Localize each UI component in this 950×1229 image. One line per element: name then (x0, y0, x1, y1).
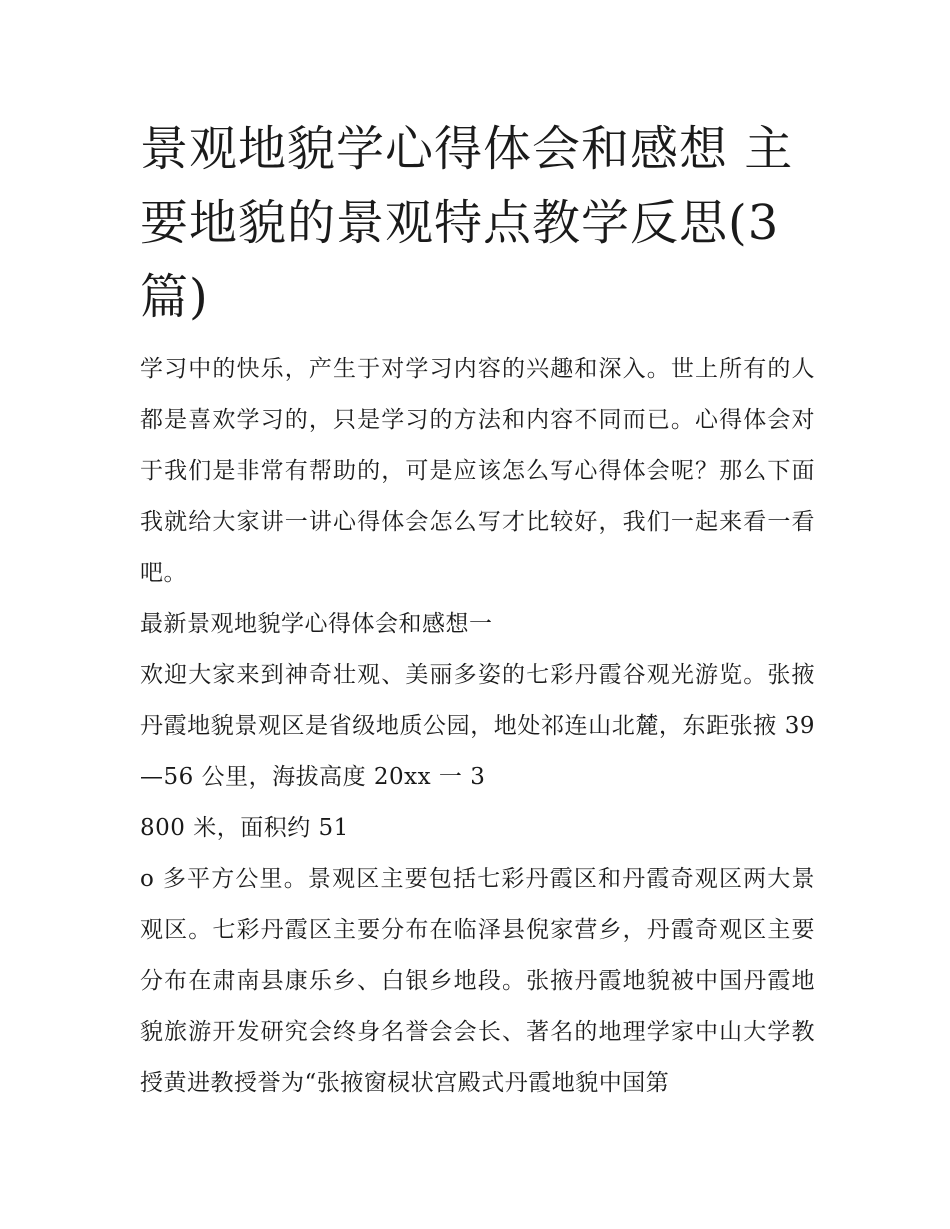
document-page (140, 112, 815, 1109)
intro-paragraph: 学习中的快乐，产生于对学习内容的兴趣和深入。世上所有的人都是喜欢学习的，只是学习的方法和内容不同而已。心得体会对于我们是非常有帮助的，可是应该怎么写心得体会呢？那么下面我就给大家讲一讲心得体会怎么写才比较好，我们一起来看一看吧。 (140, 356, 815, 586)
section-paragraph-1: 欢迎大家来到神奇壮观、美丽多姿的七彩丹霞谷观光游览。张掖丹霞地貌景观区是省级地质公园，地处祁连山北麓，东距张掖 39—56 公里，海拔高度 20xx 一 3 (140, 662, 815, 790)
section-paragraph-2: 800 米，面积约 51 (140, 815, 349, 841)
document-title: 景观地貌学心得体会和感想 主要地貌的景观特点教学反思(3篇) (140, 121, 794, 325)
section-heading: 最新景观地貌学心得体会和感想一 (140, 611, 493, 637)
section-paragraph-3: o 多平方公里。景观区主要包括七彩丹霞区和丹霞奇观区两大景观区。七彩丹霞区主要分布在临泽县倪家营乡，丹霞奇观区主要分布在肃南县康乐乡、白银乡地段。张掖丹霞地貌被中国丹霞地貌旅游开发研究会终身名誉会会长、著名的地理学家中山大学教授黄进教授誉为“张掖窗棂状宫殿式丹霞地貌中国第 (140, 866, 815, 1096)
